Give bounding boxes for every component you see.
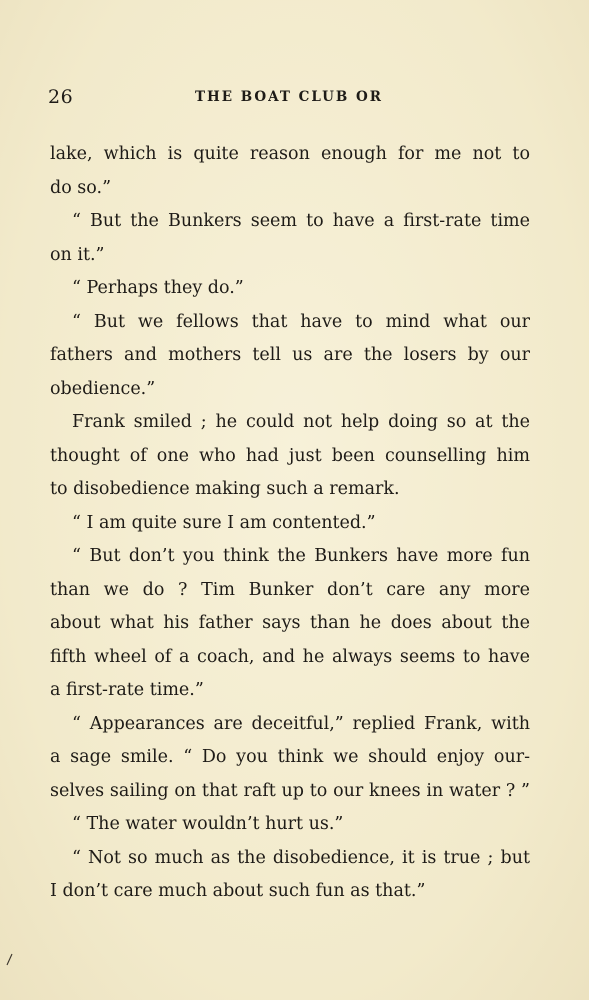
text-line: fathers and mothers tell us are the losers by our [50,345,530,365]
text-line: a sage smile. “ Do you think we should enjoy our- [50,747,530,767]
body-text [50,138,530,909]
text-line: selves sailing on that raft up to our knees in water ? ” [50,780,530,801]
text-line: “ But we fellows that have to mind what our [72,311,530,332]
stray-pen-mark [6,952,14,966]
text-line: about what his father says than he does about the [50,613,530,633]
text-line: “ Not so much as the disobedience, it is true ; but [72,847,530,868]
text-line: to disobedience making such a remark. [50,479,400,499]
page-header [48,86,530,110]
text-line: than we do ? Tim Bunker don’t care any more [50,579,530,600]
text-line: on it.” [50,244,105,265]
text-line: “ But the Bunkers seem to have a first-rate time [72,211,530,231]
text-line: “ The water wouldn’t hurt us.” [72,814,344,834]
text-line: “ But don’t you think the Bunkers have more fun [72,546,530,566]
page-number: 26 [48,86,74,108]
text-line: obedience.” [50,378,156,399]
running-head: THE BOAT CLUB OR [194,89,384,105]
text-line: I don’t care much about such fun as that.” [50,881,426,901]
text-line: thought of one who had just been counselling him [50,445,530,466]
text-line: “ Perhaps they do.” [72,278,244,298]
text-line: “ Appearances are deceitful,” replied Frank, with [72,713,530,734]
text-line: “ I am quite sure I am contented.” [72,512,376,533]
text-line: lake, which is quite reason enough for me not to [50,144,530,164]
text-line: do so.” [50,177,112,198]
text-line: a first-rate time.” [50,680,204,700]
text-line: Frank smiled ; he could not help doing so at the [72,412,530,432]
text-line: fifth wheel of a coach, and he always seems to have [50,646,530,667]
